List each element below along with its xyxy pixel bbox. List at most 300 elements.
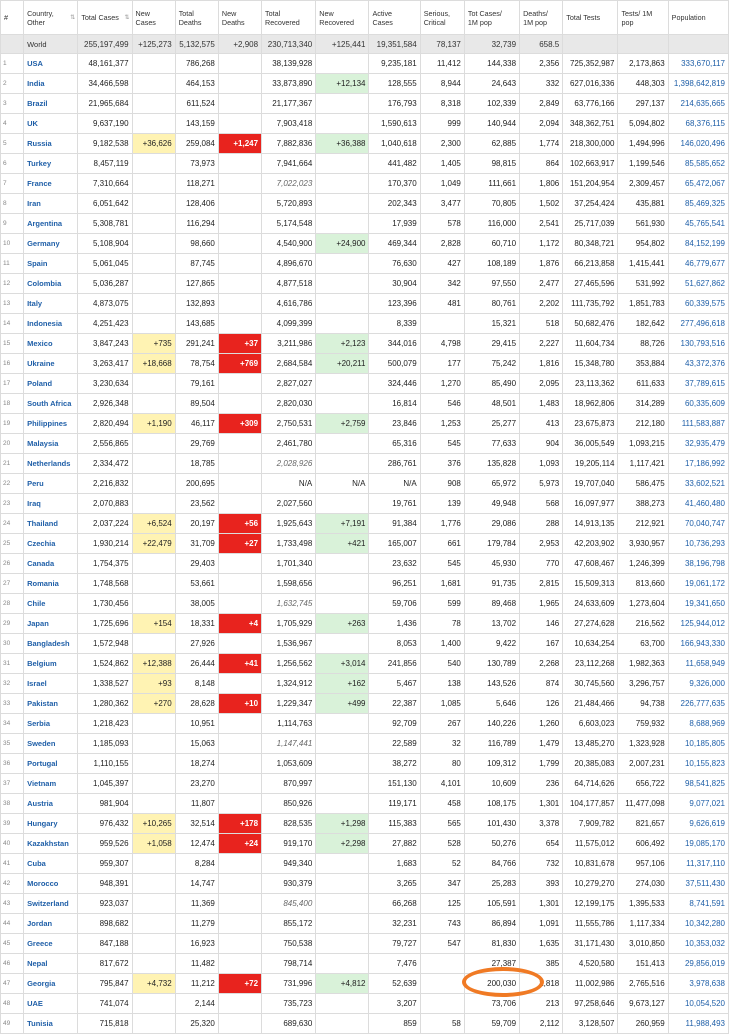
header-total-cases[interactable]: Total Cases ⇅ [78, 1, 132, 35]
total-cases: 1,110,155 [78, 754, 132, 774]
population-link[interactable]: 85,469,325 [668, 194, 728, 214]
serious-critical: 139 [420, 494, 464, 514]
row-index: 15 [1, 334, 24, 354]
country-link[interactable]: Indonesia [24, 314, 78, 334]
new-deaths [218, 194, 261, 214]
country-link[interactable]: Thailand [24, 514, 78, 534]
country-link[interactable]: Romania [24, 574, 78, 594]
total-deaths: 28,628 [175, 694, 218, 714]
country-link[interactable]: USA [24, 54, 78, 74]
population-link[interactable]: 11,317,110 [668, 854, 728, 874]
population-link[interactable]: 84,152,199 [668, 234, 728, 254]
country-link[interactable]: Switzerland [24, 894, 78, 914]
row-index: 31 [1, 654, 24, 674]
country-link[interactable]: Japan [24, 614, 78, 634]
country-link[interactable]: Cuba [24, 854, 78, 874]
serious-critical: 32 [420, 734, 464, 754]
tests-per-1m: 11,477,098 [618, 794, 668, 814]
deaths-per-1m: 2,849 [520, 94, 563, 114]
row-index: 39 [1, 814, 24, 834]
population-link[interactable]: 98,541,825 [668, 774, 728, 794]
population-link[interactable]: 65,472,067 [668, 174, 728, 194]
new-cases [132, 634, 175, 654]
new-deaths [218, 874, 261, 894]
country-link[interactable]: Hungary [24, 814, 78, 834]
country-link[interactable]: Sweden [24, 734, 78, 754]
new-cases [132, 114, 175, 134]
new-cases [132, 714, 175, 734]
active-cases: 30,904 [369, 274, 420, 294]
country-link[interactable]: Russia [24, 134, 78, 154]
population-link[interactable]: 85,585,652 [668, 154, 728, 174]
tests-per-1m: 63,700 [618, 634, 668, 654]
population-link[interactable]: 51,627,862 [668, 274, 728, 294]
total-cases: 3,847,243 [78, 334, 132, 354]
country-link[interactable]: India [24, 74, 78, 94]
new-cases [132, 374, 175, 394]
total-cases: 1,045,397 [78, 774, 132, 794]
new-cases [132, 854, 175, 874]
cases-per-1m: 130,789 [464, 654, 519, 674]
new-recovered: +24,900 [316, 234, 369, 254]
active-cases: 324,446 [369, 374, 420, 394]
new-deaths: +56 [218, 514, 261, 534]
table-row [1, 394, 729, 414]
cases-per-1m: 75,242 [464, 354, 519, 374]
country-link[interactable]: Serbia [24, 714, 78, 734]
serious-critical: 1,253 [420, 414, 464, 434]
new-deaths: +41 [218, 654, 261, 674]
table-row [1, 274, 729, 294]
new-recovered [316, 174, 369, 194]
tests-per-1m: 182,642 [618, 314, 668, 334]
table-row [1, 254, 729, 274]
total-deaths: 116,294 [175, 214, 218, 234]
new-deaths: +4 [218, 614, 261, 634]
cases-per-1m: 97,550 [464, 274, 519, 294]
country-link[interactable]: Colombia [24, 274, 78, 294]
country-link[interactable]: Bangladesh [24, 634, 78, 654]
total-cases: 1,338,527 [78, 674, 132, 694]
country-link[interactable]: Tunisia [24, 1014, 78, 1034]
total-tests: 15,348,780 [563, 354, 618, 374]
total-recovered: 1,147,441 [262, 734, 316, 754]
serious-critical: 1,049 [420, 174, 464, 194]
header-serious[interactable]: Serious, Critical [420, 1, 464, 35]
row-index: 11 [1, 254, 24, 274]
population-link[interactable]: 46,779,677 [668, 254, 728, 274]
population-link[interactable]: 9,626,619 [668, 814, 728, 834]
new-deaths [218, 894, 261, 914]
total-deaths: 18,785 [175, 454, 218, 474]
country-link[interactable]: Belgium [24, 654, 78, 674]
deaths-per-1m: 126 [520, 694, 563, 714]
country-link[interactable]: Greece [24, 934, 78, 954]
serious-critical: 177 [420, 354, 464, 374]
population-link[interactable]: 11,658,949 [668, 654, 728, 674]
country-link[interactable]: Israel [24, 674, 78, 694]
deaths-per-1m: 518 [520, 314, 563, 334]
tests-per-1m: 9,673,127 [618, 994, 668, 1014]
active-cases: 176,793 [369, 94, 420, 114]
population-link[interactable]: 10,155,823 [668, 754, 728, 774]
total-deaths: 118,271 [175, 174, 218, 194]
new-cases [132, 914, 175, 934]
deaths-per-1m: 1,806 [520, 174, 563, 194]
header-deaths1m[interactable]: Deaths/ 1M pop [520, 1, 563, 35]
population-link[interactable]: 70,040,747 [668, 514, 728, 534]
row-index: 28 [1, 594, 24, 614]
serious-critical: 743 [420, 914, 464, 934]
population-link[interactable]: 45,765,541 [668, 214, 728, 234]
country-link[interactable]: Argentina [24, 214, 78, 234]
total-cases: 2,334,472 [78, 454, 132, 474]
header-new-deaths[interactable]: New Deaths [218, 1, 261, 35]
serious-critical: 1,085 [420, 694, 464, 714]
population-link[interactable]: 226,777,635 [668, 694, 728, 714]
country-link[interactable]: Germany [24, 234, 78, 254]
population-link[interactable]: 9,077,021 [668, 794, 728, 814]
total-deaths: 15,063 [175, 734, 218, 754]
total-cases: 4,251,423 [78, 314, 132, 334]
population-link[interactable]: 32,935,479 [668, 434, 728, 454]
country-link[interactable]: Malaysia [24, 434, 78, 454]
country-link[interactable]: Jordan [24, 914, 78, 934]
table-row [1, 734, 729, 754]
country-link[interactable]: France [24, 174, 78, 194]
total-cases: 9,182,538 [78, 134, 132, 154]
population-link[interactable]: 29,856,019 [668, 954, 728, 974]
row-index: 5 [1, 134, 24, 154]
population-link[interactable]: 125,944,012 [668, 614, 728, 634]
row-index [1, 35, 24, 54]
total-tests: 23,113,362 [563, 374, 618, 394]
tests-per-1m: 2,309,457 [618, 174, 668, 194]
table-row [1, 954, 729, 974]
total-tests [563, 35, 618, 54]
row-index: 33 [1, 694, 24, 714]
country-link[interactable]: UAE [24, 994, 78, 1014]
serious-critical: 1,400 [420, 634, 464, 654]
country-link[interactable]: Turkey [24, 154, 78, 174]
total-recovered: 949,340 [262, 854, 316, 874]
total-deaths: 29,769 [175, 434, 218, 454]
deaths-per-1m: 2,356 [520, 54, 563, 74]
population-link[interactable]: 41,460,480 [668, 494, 728, 514]
total-tests: 21,484,466 [563, 694, 618, 714]
population-link[interactable]: 37,789,615 [668, 374, 728, 394]
country-link[interactable]: Iran [24, 194, 78, 214]
population-link[interactable]: 19,085,170 [668, 834, 728, 854]
country-link[interactable]: Nepal [24, 954, 78, 974]
population-link[interactable]: 38,196,798 [668, 554, 728, 574]
population-link[interactable]: 166,943,330 [668, 634, 728, 654]
population-link[interactable]: 9,326,000 [668, 674, 728, 694]
tests-per-1m: 212,180 [618, 414, 668, 434]
population-link[interactable]: 10,353,032 [668, 934, 728, 954]
total-deaths: 12,474 [175, 834, 218, 854]
total-cases: 2,070,883 [78, 494, 132, 514]
serious-critical: 661 [420, 534, 464, 554]
new-deaths [218, 454, 261, 474]
active-cases: 1,590,613 [369, 114, 420, 134]
new-deaths [218, 754, 261, 774]
total-tests: 30,745,560 [563, 674, 618, 694]
header-total-deaths[interactable]: Total Deaths [175, 1, 218, 35]
total-recovered: 2,027,560 [262, 494, 316, 514]
tests-per-1m: 1,093,215 [618, 434, 668, 454]
population-link[interactable]: 1,398,642,819 [668, 74, 728, 94]
population-link[interactable]: 111,583,887 [668, 414, 728, 434]
new-recovered [316, 154, 369, 174]
new-deaths [218, 714, 261, 734]
tests-per-1m: 561,930 [618, 214, 668, 234]
tests-per-1m: 1,982,363 [618, 654, 668, 674]
sort-icon[interactable]: ⇅ [70, 15, 76, 21]
deaths-per-1m: 1,301 [520, 894, 563, 914]
serious-critical: 52 [420, 854, 464, 874]
serious-critical: 458 [420, 794, 464, 814]
header-idx[interactable]: # [1, 1, 24, 35]
total-tests: 11,555,786 [563, 914, 618, 934]
population-link[interactable]: 17,186,992 [668, 454, 728, 474]
new-recovered [316, 934, 369, 954]
population-link[interactable]: 10,185,805 [668, 734, 728, 754]
deaths-per-1m: 2,818 [520, 974, 563, 994]
active-cases: 119,171 [369, 794, 420, 814]
total-recovered: 1,053,609 [262, 754, 316, 774]
total-tests: 24,633,609 [563, 594, 618, 614]
population-link[interactable]: 146,020,496 [668, 134, 728, 154]
total-recovered: N/A [262, 474, 316, 494]
deaths-per-1m: 568 [520, 494, 563, 514]
new-deaths: +10 [218, 694, 261, 714]
new-cases [132, 554, 175, 574]
serious-critical: 565 [420, 814, 464, 834]
population-link[interactable]: 60,339,575 [668, 294, 728, 314]
row-index: 4 [1, 114, 24, 134]
population-link[interactable]: 33,602,521 [668, 474, 728, 494]
total-tests: 3,128,507 [563, 1014, 618, 1034]
deaths-per-1m: 2,227 [520, 334, 563, 354]
country-link[interactable]: Poland [24, 374, 78, 394]
population-link[interactable]: 19,061,172 [668, 574, 728, 594]
country-link[interactable]: Italy [24, 294, 78, 314]
new-cases: +10,265 [132, 814, 175, 834]
header-tests1m[interactable]: Tests/ 1M pop [618, 1, 668, 35]
total-deaths: 11,369 [175, 894, 218, 914]
population-link[interactable]: 60,335,609 [668, 394, 728, 414]
country-link[interactable]: Netherlands [24, 454, 78, 474]
country-link[interactable]: Peru [24, 474, 78, 494]
active-cases: N/A [369, 474, 420, 494]
new-recovered [316, 894, 369, 914]
country-link[interactable]: Czechia [24, 534, 78, 554]
new-deaths [218, 374, 261, 394]
country-link[interactable]: Iraq [24, 494, 78, 514]
country-link[interactable]: Canada [24, 554, 78, 574]
header-tests[interactable]: Total Tests [563, 1, 618, 35]
population-link[interactable]: 130,793,516 [668, 334, 728, 354]
new-recovered: +421 [316, 534, 369, 554]
total-recovered: 230,713,340 [262, 35, 316, 54]
population-link[interactable]: 3,978,638 [668, 974, 728, 994]
total-deaths: 8,284 [175, 854, 218, 874]
row-index: 6 [1, 154, 24, 174]
country-link[interactable]: Chile [24, 594, 78, 614]
population-link[interactable]: 10,054,520 [668, 994, 728, 1014]
population-link[interactable]: 10,736,293 [668, 534, 728, 554]
tests-per-1m: 1,415,441 [618, 254, 668, 274]
population-link[interactable]: 43,372,376 [668, 354, 728, 374]
total-cases: 1,280,362 [78, 694, 132, 714]
population-link[interactable]: 214,635,665 [668, 94, 728, 114]
active-cases: 344,016 [369, 334, 420, 354]
new-cases: +125,273 [132, 35, 175, 54]
cases-per-1m: 10,609 [464, 774, 519, 794]
cases-per-1m: 108,175 [464, 794, 519, 814]
country-link[interactable]: Pakistan [24, 694, 78, 714]
total-recovered: 5,720,893 [262, 194, 316, 214]
header-country[interactable]: Country, Other ⇅ [24, 1, 78, 35]
row-index: 29 [1, 614, 24, 634]
total-cases: 1,754,375 [78, 554, 132, 574]
new-deaths [218, 434, 261, 454]
deaths-per-1m: 393 [520, 874, 563, 894]
total-deaths: 26,444 [175, 654, 218, 674]
population-link[interactable]: 37,511,430 [668, 874, 728, 894]
total-cases: 255,197,499 [78, 35, 132, 54]
serious-critical: 138 [420, 674, 464, 694]
population-link[interactable]: 8,688,969 [668, 714, 728, 734]
cases-per-1m: 25,283 [464, 874, 519, 894]
header-population[interactable]: Population [668, 1, 728, 35]
serious-critical: 78,137 [420, 35, 464, 54]
serious-critical: 11,412 [420, 54, 464, 74]
active-cases: 92,709 [369, 714, 420, 734]
country-link[interactable]: Austria [24, 794, 78, 814]
tests-per-1m: 531,992 [618, 274, 668, 294]
country-name: World [24, 35, 78, 54]
row-index: 37 [1, 774, 24, 794]
cases-per-1m: 65,972 [464, 474, 519, 494]
new-recovered [316, 914, 369, 934]
total-tests: 10,831,678 [563, 854, 618, 874]
country-link[interactable]: Ukraine [24, 354, 78, 374]
country-link[interactable]: Georgia [24, 974, 78, 994]
total-cases: 8,457,119 [78, 154, 132, 174]
total-deaths: 31,709 [175, 534, 218, 554]
total-recovered: 4,099,399 [262, 314, 316, 334]
population-link[interactable]: 11,988,493 [668, 1014, 728, 1034]
country-link[interactable]: UK [24, 114, 78, 134]
new-cases [132, 494, 175, 514]
country-link[interactable]: Brazil [24, 94, 78, 114]
sort-icon[interactable]: ⇅ [124, 15, 130, 21]
country-link[interactable]: South Africa [24, 394, 78, 414]
serious-critical: 8,944 [420, 74, 464, 94]
tests-per-1m: 274,030 [618, 874, 668, 894]
deaths-per-1m: 2,953 [520, 534, 563, 554]
country-link[interactable]: Portugal [24, 754, 78, 774]
table-row [1, 134, 729, 154]
active-cases: 3,207 [369, 994, 420, 1014]
deaths-per-1m: 1,774 [520, 134, 563, 154]
new-recovered: +4,812 [316, 974, 369, 994]
population-link[interactable]: 68,376,115 [668, 114, 728, 134]
tests-per-1m: 88,726 [618, 334, 668, 354]
tests-per-1m: 1,199,546 [618, 154, 668, 174]
deaths-per-1m: 2,095 [520, 374, 563, 394]
country-link[interactable]: Mexico [24, 334, 78, 354]
population-link[interactable]: 8,741,591 [668, 894, 728, 914]
serious-critical: 545 [420, 554, 464, 574]
cases-per-1m: 50,276 [464, 834, 519, 854]
total-tests: 15,509,313 [563, 574, 618, 594]
total-recovered: 1,733,498 [262, 534, 316, 554]
total-cases: 1,748,568 [78, 574, 132, 594]
cases-per-1m: 102,339 [464, 94, 519, 114]
country-link[interactable]: Vietnam [24, 774, 78, 794]
population-link[interactable]: 10,342,280 [668, 914, 728, 934]
new-cases: +18,668 [132, 354, 175, 374]
total-tests: 111,735,792 [563, 294, 618, 314]
serious-critical: 908 [420, 474, 464, 494]
new-deaths: +2,908 [218, 35, 261, 54]
total-cases: 981,904 [78, 794, 132, 814]
serious-critical: 8,318 [420, 94, 464, 114]
country-link[interactable]: Philippines [24, 414, 78, 434]
total-recovered: 735,723 [262, 994, 316, 1014]
deaths-per-1m: 1,093 [520, 454, 563, 474]
country-link[interactable]: Kazakhstan [24, 834, 78, 854]
total-deaths: 11,279 [175, 914, 218, 934]
header-new-recovered[interactable]: New Recovered [316, 1, 369, 35]
new-deaths [218, 314, 261, 334]
serious-critical: 125 [420, 894, 464, 914]
header-new-cases[interactable]: New Cases [132, 1, 175, 35]
header-total-recovered[interactable]: Total Recovered [262, 1, 316, 35]
population-link[interactable]: 277,496,618 [668, 314, 728, 334]
table-row [1, 994, 729, 1014]
active-cases: 52,639 [369, 974, 420, 994]
cases-per-1m: 25,277 [464, 414, 519, 434]
population-link[interactable]: 19,341,650 [668, 594, 728, 614]
cases-per-1m: 48,501 [464, 394, 519, 414]
total-tests: 64,714,626 [563, 774, 618, 794]
total-deaths: 5,132,575 [175, 35, 218, 54]
total-recovered: 750,538 [262, 934, 316, 954]
total-cases: 1,730,456 [78, 594, 132, 614]
row-index: 18 [1, 394, 24, 414]
total-cases: 817,672 [78, 954, 132, 974]
header-per1m[interactable]: Tot Cases/ 1M pop [464, 1, 519, 35]
country-link[interactable]: Morocco [24, 874, 78, 894]
cases-per-1m: 105,591 [464, 894, 519, 914]
total-tests: 36,005,549 [563, 434, 618, 454]
new-cases [132, 234, 175, 254]
active-cases: 170,370 [369, 174, 420, 194]
cases-per-1m: 77,633 [464, 434, 519, 454]
row-index: 17 [1, 374, 24, 394]
total-cases: 5,108,904 [78, 234, 132, 254]
population-link[interactable]: 333,670,117 [668, 54, 728, 74]
new-cases [132, 434, 175, 454]
total-cases: 847,188 [78, 934, 132, 954]
deaths-per-1m: 2,477 [520, 274, 563, 294]
country-link[interactable]: Spain [24, 254, 78, 274]
header-active[interactable]: Active Cases [369, 1, 420, 35]
